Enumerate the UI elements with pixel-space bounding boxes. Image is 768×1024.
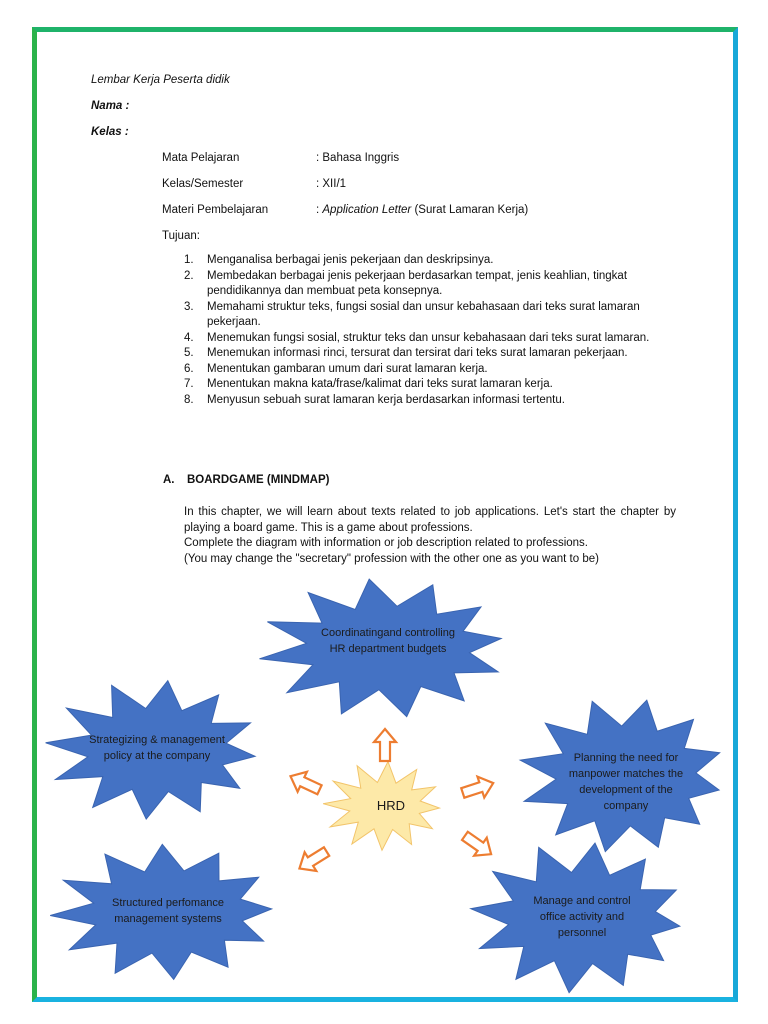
list-item: 6. Menentukan gambaran umum dari surat lamaran kerja. — [184, 362, 488, 375]
mindmap-diagram — [0, 570, 768, 1010]
star-office-label: personnel — [557, 927, 607, 939]
list-item: 5. Menemukan informasi rinci, tersurat dan tersirat dari teks surat lamaran pekerjaan. — [184, 347, 628, 359]
star-office-label: Manage and control — [533, 895, 631, 907]
list-item: 7. Menentukan makna kata/frase/kalimat dari teks surat lamaran kerja. — [184, 378, 553, 390]
arrow-down-right — [459, 827, 498, 863]
material-italic: Application Letter — [322, 204, 412, 216]
star-strategizing-label: policy at the company — [103, 750, 211, 762]
star-office-label: office activity and — [539, 911, 625, 923]
list-item: 1. Menganalisa berbagai jenis pekerjaan dan deskripsinya. — [184, 254, 494, 266]
name-label: Nama : — [91, 100, 130, 112]
goals-list — [184, 253, 679, 408]
list-item: 2. Membedakan berbagai jenis pekerjaan berdasarkan tempat, jenis keahlian, tingkat pendidikannya dan membuat peta konsepnya. — [184, 269, 628, 297]
section-body — [184, 505, 676, 567]
star-planning-label: Planning the need for — [573, 752, 679, 764]
star-hr-budgets-label: HR department budgets — [329, 643, 447, 655]
note-paragraph: (You may change the "secretary" profession with the other one as you want to be) — [184, 552, 599, 565]
star-planning-label: manpower matches the — [568, 768, 684, 780]
star-strategizing-label: Strategizing & management — [89, 734, 225, 746]
intro-paragraph: In this chapter, we will learn about texts related to job applications. Let's start the chapter by playing a board game. This is a game about professions. — [184, 506, 676, 534]
class-label: Kelas : — [91, 126, 129, 138]
info-value-class: : XII/1 — [316, 178, 347, 190]
star-performance-label: management systems — [114, 913, 222, 925]
info-value-material: : Application Letter (Surat Lamaran Kerja) — [316, 204, 529, 216]
hrd-center-label: HRD — [376, 798, 406, 813]
arrow-down-left — [294, 842, 333, 878]
instruction-paragraph: Complete the diagram with information or job description related to professions. — [184, 537, 588, 549]
list-item: 3. Memahami struktur teks, fungsi sosial dan unsur kebahasaan dari teks surat lamaran pekerjaan. — [184, 300, 640, 328]
info-label-material: Materi Pembelajaran — [162, 204, 269, 216]
star-hr-budgets-label: Coordinatingand controlling — [321, 627, 455, 639]
star-planning-label: development of the — [579, 784, 673, 796]
info-label-subject: Mata Pelajaran — [162, 152, 240, 164]
goals-title: Tujuan: — [162, 230, 200, 242]
arrow-up — [374, 729, 396, 761]
arrow-left — [286, 766, 324, 799]
info-label-class: Kelas/Semester — [162, 178, 244, 190]
worksheet-title: Lembar Kerja Peserta didik — [91, 74, 230, 86]
section-title: BOARDGAME (MINDMAP) — [187, 474, 330, 486]
list-item: 4. Menemukan fungsi sosial, struktur teks dan unsur kebahasaan dari teks surat lamaran. — [184, 331, 650, 344]
section-letter: A. — [163, 474, 175, 486]
star-performance — [50, 844, 272, 979]
arrow-right — [459, 773, 496, 804]
star-planning-label: company — [603, 800, 649, 812]
list-item: 8. Menyusun sebuah surat lamaran kerja berdasarkan informasi tertentu. — [184, 393, 565, 406]
info-value-subject: : Bahasa Inggris — [316, 152, 400, 164]
star-performance-label: Structured perfomance — [112, 897, 224, 909]
